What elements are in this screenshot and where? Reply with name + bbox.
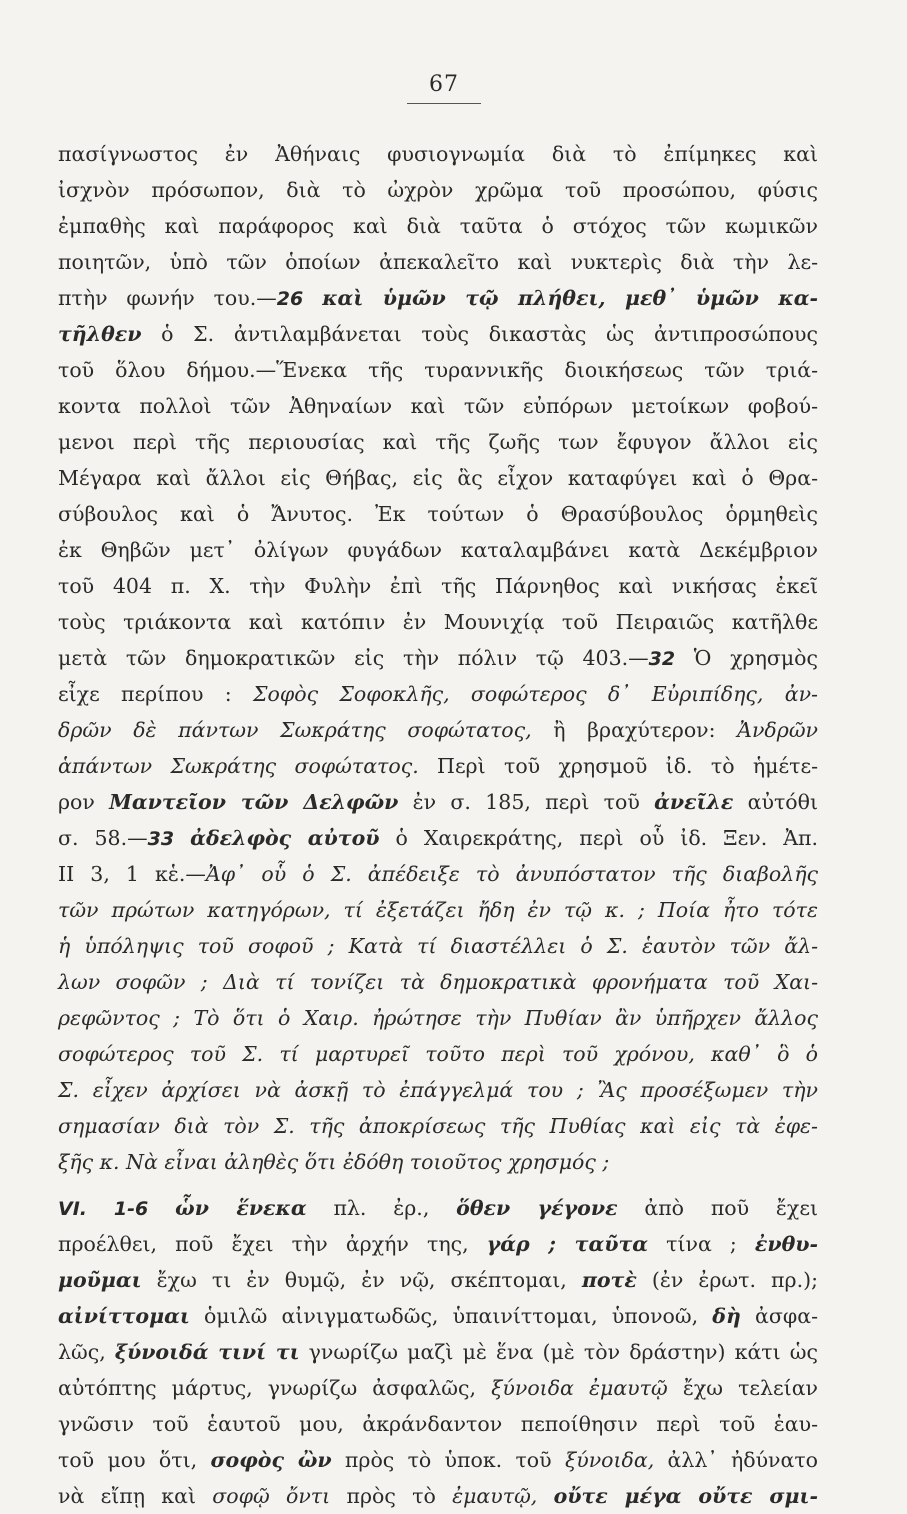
text-line <box>58 820 818 856</box>
text-line <box>58 1190 818 1226</box>
text-segment: τοῦ μου ὅτι, <box>58 1448 211 1472</box>
text-segment: πασίγνωστος ἐν Ἀθήναις φυσιογνωμία διὰ τὸ ἐπίμηκες καὶ <box>58 142 818 166</box>
header-rule <box>407 103 481 104</box>
text-segment: τίνα ; <box>648 1232 755 1256</box>
text-line <box>58 1406 818 1442</box>
text-segment: πρὸς τὸ <box>330 1484 453 1508</box>
text-segment: Περὶ τοῦ χρησμοῦ ἰδ. τὸ ἡμέτε- <box>418 754 818 778</box>
text-segment: ρεφῶντος ; Τὸ ὅτι ὁ Χαιρ. ἠρώτησε τὴν Πυθίαν ἂν ὑπῆρχεν ἄλλος <box>58 1006 818 1030</box>
text-line <box>58 892 818 928</box>
text-line <box>58 388 818 424</box>
text-segment: (ἐν ἐρωτ. πρ.); <box>636 1268 818 1292</box>
text-segment: Ἀφ᾽ οὗ ὁ Σ. ἀπέδειξε τὸ ἀνυπόστατον τῆς διαβολῆς <box>205 862 818 886</box>
text-segment: ἔχω τι ἐν θυμῷ, ἐν νῷ, σκέπτομαι, <box>141 1268 582 1292</box>
text-segment: τῶν πρώτων κατηγόρων, τί ἐξετάζει ἤδη ἐν τῷ κ. ; Ποία ἦτο τότε <box>58 898 818 922</box>
text-segment: ξύνοιδα, <box>564 1448 655 1472</box>
text-line <box>58 1442 818 1478</box>
text-line <box>58 1478 818 1514</box>
text-segment: Μέγαρα καὶ ἄλλοι εἰς Θήβας, εἰς ἃς εἶχον καταφύγει καὶ ὁ Θρα- <box>58 466 818 490</box>
text-segment: Ἀνδρῶν <box>737 718 818 742</box>
text-segment <box>537 1484 553 1508</box>
text-segment: σημασίαν διὰ τὸν Σ. τῆς ἀποκρίσεως τῆς Πυθίας καὶ εἰς τὰ ἐφε- <box>58 1114 818 1138</box>
text-segment: νὰ εἴπῃ καὶ <box>58 1484 213 1508</box>
text-segment: ἀδελφὸς αὐτοῦ <box>190 826 380 850</box>
text-segment: δὴ <box>712 1304 741 1328</box>
text-line <box>58 1298 818 1334</box>
text-line <box>58 1334 818 1370</box>
text-segment: ἡ ὑπόληψις τοῦ σοφοῦ ; Κατὰ τί διαστέλλει ὁ Σ. ἑαυτὸν τῶν ἄλ- <box>58 934 818 958</box>
text-line <box>58 1226 818 1262</box>
text-segment: σύβουλος καὶ ὁ Ἄνυτος. Ἐκ τούτων ὁ Θρασύβουλος ὁρμηθεὶς <box>58 502 818 526</box>
text-segment: ἁπάντων Σωκράτης σοφώτατος. <box>58 754 419 778</box>
text-segment: σοφώτερος τοῦ Σ. τί μαρτυρεῖ τοῦτο περὶ τοῦ χρόνου, καθ᾽ ὃ ὁ <box>58 1042 818 1066</box>
text-line <box>58 928 818 964</box>
text-segment: σ. 58.— <box>58 826 148 850</box>
text-segment: 33 <box>147 828 191 850</box>
text-segment: σοφῷ ὄντι <box>212 1484 331 1508</box>
text-line <box>58 1000 818 1036</box>
text-line <box>58 424 818 460</box>
text-line <box>58 676 818 712</box>
text-segment: εἶχε περίπου : <box>58 682 254 706</box>
text-segment: ὧν ἕνεκα <box>175 1196 307 1220</box>
text-line <box>58 604 818 640</box>
text-segment: λῶς, <box>58 1340 115 1364</box>
text-line <box>58 1262 818 1298</box>
text-line <box>58 352 818 388</box>
text-line <box>58 532 818 568</box>
text-segment: προέλθει, ποῦ ἔχει τὴν ἀρχήν της, <box>58 1232 487 1256</box>
text-segment: ἀσφα- <box>740 1304 818 1328</box>
text-segment: πτὴν φωνήν του.— <box>58 286 277 310</box>
text-segment: 1-6 <box>113 1198 176 1220</box>
text-line <box>58 748 818 784</box>
text-segment: Σοφὸς Σοφοκλῆς, σοφώτερος δ᾽ Εὐριπίδης, ἀν- <box>253 682 818 706</box>
text-line <box>58 1036 818 1072</box>
text-segment: αὐτόθι <box>733 790 819 814</box>
text-segment: ἀλλ᾽ ἠδύνατο <box>654 1448 819 1472</box>
text-segment: τοῦ ὅλου δήμου.—Ἕνεκα τῆς τυραννικῆς διοικήσεως τῶν τριά- <box>58 358 818 382</box>
text-segment: γνωρίζω μαζὶ μὲ ἕνα (μὲ τὸν δράστην) κάτι ὡς <box>299 1340 818 1364</box>
text-segment: αἰνίττομαι <box>58 1304 190 1328</box>
text-line <box>58 1370 818 1406</box>
text-segment: ἐκ Θηβῶν μετ᾽ ὀλίγων φυγάδων καταλαμβάνει κατὰ Δεκέμβριον <box>58 538 818 562</box>
page-header <box>404 72 484 104</box>
text-segment: ὁ Σ. ἀντιλαμβάνεται τοὺς δικαστὰς ὡς ἀντιπροσώπους <box>141 322 818 346</box>
text-segment: καὶ ὑμῶν τῷ πλήθει, μεθ᾽ ὑμῶν κα- <box>322 286 819 310</box>
text-segment: Ὁ χρησμὸς <box>675 646 819 670</box>
text-segment: ποιητῶν, ὑπὸ τῶν ὁποίων ἀπεκαλεῖτο καὶ νυκτερὶς διὰ τὴν λε- <box>58 250 818 274</box>
text-line <box>58 280 818 316</box>
text-segment: ἐμαυτῷ, <box>452 1484 538 1508</box>
text-line <box>58 1108 818 1144</box>
text-segment: ποτὲ <box>581 1268 637 1292</box>
text-segment: ἀπὸ ποῦ ἔχει <box>617 1196 818 1220</box>
text-segment: πλ. ἐρ., <box>306 1196 457 1220</box>
text-line <box>58 1144 818 1180</box>
text-segment: ξύνοιδά τινί τι <box>114 1340 300 1364</box>
commentary-text <box>58 136 818 1514</box>
text-segment: ξύνοιδα ἐμαυτῷ <box>491 1376 668 1400</box>
text-segment: ξῆς κ. Νὰ εἶναι ἀληθὲς ὅτι ἐδόθη τοιοῦτος χρησμός ; <box>58 1150 610 1174</box>
text-segment: γάρ ; ταῦτα <box>486 1232 649 1256</box>
text-segment: 32 <box>648 648 676 670</box>
text-line <box>58 316 818 352</box>
text-segment: τῆλθεν <box>58 322 142 346</box>
text-line <box>58 496 818 532</box>
text-segment: ἐμπαθὴς καὶ παράφορος καὶ διὰ ταῦτα ὁ στόχος τῶν κωμικῶν <box>58 214 818 238</box>
text-segment: ὁ Χαιρεκράτης, περὶ οὗ ἰδ. Ξεν. Ἀπ. <box>379 826 818 850</box>
text-segment: τοῦ 404 π. Χ. τὴν Φυλὴν ἐπὶ τῆς Πάρνηθος καὶ νικήσας ἐκεῖ <box>58 574 818 598</box>
text-segment: Μαντεῖον τῶν Δελφῶν <box>109 790 399 814</box>
text-segment: τοὺς τριάκοντα καὶ κατόπιν ἐν Μουνιχίᾳ τοῦ Πειραιῶς κατῆλθε <box>58 610 818 634</box>
text-segment: μενοι περὶ τῆς περιουσίας καὶ τῆς ζωῆς των ἔφυγον ἄλλοι εἰς <box>58 430 818 454</box>
text-segment: μετὰ τῶν δημοκρατικῶν εἰς τὴν πόλιν τῷ 403.— <box>58 646 649 670</box>
text-segment: ἢ βραχύτερον: <box>531 718 738 742</box>
text-line <box>58 244 818 280</box>
text-segment: πρὸς τὸ ὑποκ. τοῦ <box>331 1448 565 1472</box>
text-segment: Σ. εἶχεν ἀρχίσει νὰ ἀσκῇ τὸ ἐπάγγελμά του ; Ἂς προσέξωμεν τὴν <box>58 1078 818 1102</box>
text-line <box>58 784 818 820</box>
text-segment: κοντα πολλοὶ τῶν Ἀθηναίων καὶ τῶν εὐπόρων μετοίκων φοβού- <box>58 394 818 418</box>
text-segment: ΙΙ 3, 1 κἑ.— <box>58 862 206 886</box>
text-line <box>58 568 818 604</box>
text-segment: ἐνθυ- <box>754 1232 818 1256</box>
text-line <box>58 136 818 172</box>
text-segment: μοῦμαι <box>58 1268 142 1292</box>
page-number: 67 <box>429 72 459 97</box>
text-segment: δρῶν δὲ πάντων Σωκράτης σοφώτατος, <box>58 718 532 742</box>
text-line <box>58 856 818 892</box>
text-line <box>58 460 818 496</box>
text-segment: VI. <box>58 1198 114 1220</box>
text-segment: ἐν σ. 185, περὶ τοῦ <box>398 790 655 814</box>
text-line <box>58 1072 818 1108</box>
text-segment: ὁμιλῶ αἰνιγματωδῶς, ὑπαινίττομαι, ὑπονοῶ, <box>189 1304 713 1328</box>
text-segment: λων σοφῶν ; Διὰ τί τονίζει τὰ δημοκρατικὰ φρονήματα τοῦ Χαι- <box>58 970 818 994</box>
text-segment: ρον <box>58 790 110 814</box>
text-segment: ἔχω τελείαν <box>667 1376 819 1400</box>
text-segment: αὐτόπτης μάρτυς, γνωρίζω ἀσφαλῶς, <box>58 1376 492 1400</box>
text-segment: ἰσχνὸν πρόσωπον, διὰ τὸ ὠχρὸν χρῶμα τοῦ προσώπου, φύσις <box>58 178 818 202</box>
text-segment: γνῶσιν τοῦ ἑαυτοῦ μου, ἀκράνδαντον πεποίθησιν περὶ τοῦ ἑαυ- <box>58 1412 818 1436</box>
text-line <box>58 964 818 1000</box>
text-segment: ὅθεν γέγονε <box>456 1196 618 1220</box>
text-segment: ἀνεῖλε <box>654 790 734 814</box>
text-line <box>58 172 818 208</box>
text-line <box>58 640 818 676</box>
text-segment: 26 <box>276 288 323 310</box>
section-gap <box>58 1180 818 1190</box>
text-line <box>58 208 818 244</box>
text-segment: οὔτε μέγα οὔτε σμι- <box>553 1484 818 1508</box>
text-line <box>58 712 818 748</box>
text-segment: σοφὸς ὢν <box>210 1448 332 1472</box>
